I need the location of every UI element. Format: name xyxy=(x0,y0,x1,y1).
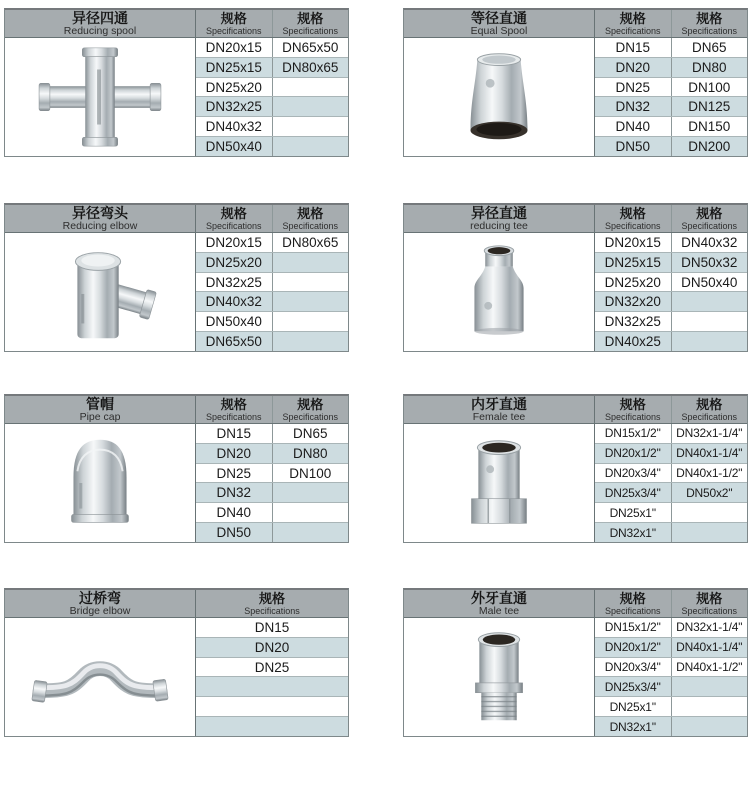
spec-value: DN50x40 xyxy=(681,274,738,290)
product-photo-pipe-cap xyxy=(5,424,196,542)
spec-column-header xyxy=(595,205,672,232)
spec-row xyxy=(196,424,348,444)
spec-header-cn: 规格 xyxy=(220,396,247,412)
spec-value: DN80 xyxy=(691,59,727,75)
spec-value: DN50 xyxy=(196,523,273,542)
spec-value xyxy=(273,483,349,502)
spec-value xyxy=(273,78,349,97)
spec-header-cn: 规格 xyxy=(696,590,723,606)
spec-value: DN65 xyxy=(691,39,727,55)
spec-value xyxy=(672,312,748,331)
spec-header-en: Specifications xyxy=(244,605,300,616)
spec-row xyxy=(196,483,348,503)
spec-header-cn: 规格 xyxy=(297,10,324,26)
spec-value: DN80x65 xyxy=(282,234,339,250)
section-header xyxy=(5,10,348,38)
spec-value xyxy=(273,137,349,156)
spec-row xyxy=(196,137,348,156)
spec-header-en: Specifications xyxy=(681,411,738,422)
spec-value: DN15 xyxy=(196,424,273,443)
product-title xyxy=(404,10,595,37)
spec-header-en: Specifications xyxy=(604,220,661,231)
spec-header-cn: 规格 xyxy=(619,396,646,412)
spec-value xyxy=(273,503,349,522)
spec-header-en: Specifications xyxy=(604,605,661,616)
spec-column-header xyxy=(273,10,349,37)
spec-value: DN50 xyxy=(595,137,672,156)
spec-value: DN40x32 xyxy=(196,292,273,311)
spec-value: DN40 xyxy=(595,117,672,136)
section-reducing-elbow xyxy=(4,203,349,352)
spec-row xyxy=(196,697,348,717)
spec-value: DN25x3/4'' xyxy=(595,483,672,502)
female-coupling-image xyxy=(424,426,574,540)
product-photo-equal-spool xyxy=(404,38,595,156)
spec-header-en: Specifications xyxy=(282,220,339,231)
spec-column-header xyxy=(672,10,748,37)
spec-value: DN32 xyxy=(196,483,273,502)
spec-value xyxy=(672,717,748,736)
spec-row xyxy=(196,312,348,332)
spec-column-header xyxy=(196,590,348,617)
spec-column-header xyxy=(196,396,273,423)
product-title xyxy=(404,396,595,423)
spec-value: DN20x15 xyxy=(595,233,672,252)
spec-column-header xyxy=(595,590,672,617)
spec-value: DN25x3/4'' xyxy=(595,677,672,696)
spec-value: DN40x1-1/4'' xyxy=(676,446,743,461)
spec-row xyxy=(595,483,747,503)
spec-row xyxy=(196,444,348,464)
spec-value: DN20x3/4'' xyxy=(595,464,672,483)
spec-row xyxy=(196,638,348,658)
product-photo-male-tee xyxy=(404,618,595,736)
spec-value: DN25x1'' xyxy=(595,697,672,716)
spec-row xyxy=(196,78,348,98)
spec-value: DN20x15 xyxy=(196,38,273,57)
section-header xyxy=(5,205,348,233)
male-coupling-image xyxy=(424,620,574,734)
spec-column-header xyxy=(672,590,748,617)
spec-row xyxy=(595,312,747,332)
spec-row xyxy=(595,253,747,273)
product-title xyxy=(404,205,595,232)
spec-row xyxy=(196,97,348,117)
section-header xyxy=(404,10,747,38)
spec-row xyxy=(196,618,348,638)
product-photo-reducing-elbow xyxy=(5,233,196,351)
spec-value: DN32x1-1/4'' xyxy=(676,426,743,441)
spec-value: DN40x1-1/4'' xyxy=(676,640,743,655)
spec-row xyxy=(196,677,348,697)
spec-row xyxy=(196,273,348,293)
section-header xyxy=(404,205,747,233)
spec-value: DN32x1-1/4'' xyxy=(676,620,743,635)
spec-value: DN40x32 xyxy=(681,234,738,250)
spec-row xyxy=(595,523,747,542)
product-title-en: Female tee xyxy=(472,410,526,423)
section-header xyxy=(404,590,747,618)
spec-row xyxy=(595,677,747,697)
section-equal-spool xyxy=(403,8,748,157)
product-title xyxy=(404,590,595,617)
spec-row xyxy=(595,38,747,58)
spec-value: DN150 xyxy=(688,119,731,135)
section-header xyxy=(5,590,348,618)
spec-header-en: Specifications xyxy=(681,25,738,36)
spec-row xyxy=(196,233,348,253)
pipe-cap-image xyxy=(25,426,175,540)
section-reducing-tee xyxy=(403,203,748,352)
cross-fitting-image xyxy=(25,40,175,154)
spec-value: DN65 xyxy=(292,425,328,441)
spec-value: DN20x1/2'' xyxy=(595,638,672,657)
spec-value: DN20x1/2'' xyxy=(595,444,672,463)
product-title-cn: 异径四通 xyxy=(72,9,128,26)
spec-value xyxy=(273,523,349,542)
spec-column-header xyxy=(595,396,672,423)
spec-value: DN200 xyxy=(688,139,731,155)
spec-row xyxy=(595,273,747,293)
spec-value: DN65x50 xyxy=(196,332,273,351)
spec-value: DN40 xyxy=(196,503,273,522)
spec-value: DN15x1/2'' xyxy=(595,424,672,443)
elbow-fitting-image xyxy=(25,235,175,349)
spec-value: DN80 xyxy=(292,445,328,461)
spec-row xyxy=(595,618,747,638)
spec-row xyxy=(196,58,348,78)
spec-row xyxy=(196,658,348,678)
product-title-cn: 过桥弯 xyxy=(79,589,121,606)
spec-row xyxy=(595,233,747,253)
spec-row xyxy=(595,697,747,717)
spec-row xyxy=(595,444,747,464)
product-title-en: Male tee xyxy=(478,604,520,617)
spec-value xyxy=(672,332,748,351)
section-pipe-cap xyxy=(4,394,349,543)
spec-header-en: Specifications xyxy=(205,220,262,231)
spec-header-en: Specifications xyxy=(282,411,339,422)
spec-value: DN40x25 xyxy=(595,332,672,351)
spec-value: DN32x1'' xyxy=(595,717,672,736)
spec-header-cn: 规格 xyxy=(297,205,324,221)
spec-value xyxy=(672,503,748,522)
spec-value: DN20 xyxy=(196,444,273,463)
spec-header-cn: 规格 xyxy=(696,205,723,221)
spec-value: DN32x20 xyxy=(595,292,672,311)
spec-value: DN125 xyxy=(688,99,731,115)
spec-value: DN40x1-1/2'' xyxy=(676,466,743,481)
section-reducing-spool xyxy=(4,8,349,157)
spec-value: DN40x1-1/2'' xyxy=(676,660,743,675)
coupling-image xyxy=(424,40,574,154)
product-title-cn: 等径直通 xyxy=(471,9,527,26)
spec-value: DN32 xyxy=(595,97,672,116)
spec-row xyxy=(595,658,747,678)
product-title-en: Reducing elbow xyxy=(62,219,138,232)
spec-header-cn: 规格 xyxy=(696,396,723,412)
spec-row xyxy=(595,717,747,736)
spec-header-cn: 规格 xyxy=(619,590,646,606)
spec-header-en: Specifications xyxy=(604,25,661,36)
spec-value: DN25 xyxy=(196,464,273,483)
spec-row xyxy=(196,117,348,137)
spec-row xyxy=(595,117,747,137)
section-header xyxy=(404,396,747,424)
spec-value xyxy=(672,697,748,716)
spec-value: DN40x32 xyxy=(196,117,273,136)
spec-value: DN50x32 xyxy=(681,254,738,270)
spec-value: DN20 xyxy=(254,639,290,655)
spec-value: DN80x65 xyxy=(282,59,339,75)
spec-row xyxy=(595,638,747,658)
spec-value xyxy=(273,273,349,292)
spec-value xyxy=(672,523,748,542)
spec-header-cn: 规格 xyxy=(696,10,723,26)
spec-row xyxy=(196,523,348,542)
spec-header-en: Specifications xyxy=(282,25,339,36)
spec-row xyxy=(196,717,348,736)
spec-value: DN15x1/2'' xyxy=(595,618,672,637)
spec-value xyxy=(273,117,349,136)
spec-value: DN100 xyxy=(688,79,731,95)
spec-header-en: Specifications xyxy=(681,605,738,616)
spec-row xyxy=(196,292,348,312)
product-title-cn: 外牙直通 xyxy=(471,589,527,606)
spec-value: DN32x1'' xyxy=(595,523,672,542)
spec-row xyxy=(595,97,747,117)
spec-header-cn: 规格 xyxy=(619,205,646,221)
spec-row xyxy=(595,503,747,523)
product-title xyxy=(5,205,196,232)
product-title-en: Pipe cap xyxy=(79,410,121,423)
spec-value: DN32x25 xyxy=(196,273,273,292)
spec-value xyxy=(196,717,348,736)
product-photo-reducing-tee xyxy=(404,233,595,351)
spec-row xyxy=(196,503,348,523)
spec-value: DN25x20 xyxy=(595,273,672,292)
product-title xyxy=(5,396,196,423)
product-title xyxy=(5,10,196,37)
spec-column-header xyxy=(273,396,349,423)
product-title-cn: 异径直通 xyxy=(471,204,527,221)
product-photo-reducing-spool xyxy=(5,38,196,156)
spec-value xyxy=(273,253,349,272)
spec-value: DN65x50 xyxy=(282,39,339,55)
spec-column-header xyxy=(672,396,748,423)
spec-value: DN25x15 xyxy=(595,253,672,272)
section-header xyxy=(5,396,348,424)
spec-value xyxy=(273,332,349,351)
spec-value: DN15 xyxy=(595,38,672,57)
spec-value: DN20x15 xyxy=(196,233,273,252)
spec-header-cn: 规格 xyxy=(220,205,247,221)
spec-row xyxy=(595,78,747,98)
spec-value: DN32x25 xyxy=(196,97,273,116)
spec-row xyxy=(196,253,348,273)
product-title xyxy=(5,590,196,617)
spec-column-header xyxy=(273,205,349,232)
spec-value: DN20x3/4'' xyxy=(595,658,672,677)
spec-value: DN25x15 xyxy=(196,58,273,77)
section-bridge-elbow xyxy=(4,588,349,737)
spec-column-header xyxy=(595,10,672,37)
spec-header-cn: 规格 xyxy=(220,10,247,26)
spec-header-cn: 规格 xyxy=(619,10,646,26)
product-title-cn: 内牙直通 xyxy=(471,395,527,412)
spec-column-header xyxy=(196,10,273,37)
spec-column-header xyxy=(672,205,748,232)
spec-value xyxy=(273,312,349,331)
section-female-tee xyxy=(403,394,748,543)
spec-value: DN50x2'' xyxy=(686,485,733,500)
spec-row xyxy=(196,332,348,351)
product-photo-bridge-elbow xyxy=(5,618,196,736)
product-title-cn: 管帽 xyxy=(86,395,114,412)
spec-value: DN25 xyxy=(254,659,290,675)
section-male-tee xyxy=(403,588,748,737)
spec-row xyxy=(196,464,348,484)
product-title-en: reducing tee xyxy=(470,219,528,232)
spec-value xyxy=(196,697,348,716)
spec-row xyxy=(595,58,747,78)
spec-value: DN15 xyxy=(254,619,290,635)
spec-value: DN25x20 xyxy=(196,78,273,97)
spec-row xyxy=(595,292,747,312)
spec-column-header xyxy=(196,205,273,232)
spec-value xyxy=(672,292,748,311)
spec-value: DN50x40 xyxy=(196,312,273,331)
spec-header-cn: 规格 xyxy=(258,590,285,606)
spec-header-en: Specifications xyxy=(604,411,661,422)
spec-header-cn: 规格 xyxy=(297,396,324,412)
spec-value xyxy=(672,677,748,696)
spec-value: DN32x25 xyxy=(595,312,672,331)
spec-value: DN100 xyxy=(289,465,332,481)
spec-value: DN50x40 xyxy=(196,137,273,156)
spec-row xyxy=(595,424,747,444)
spec-row xyxy=(595,137,747,156)
product-title-en: Reducing spool xyxy=(63,24,137,37)
spec-value: DN25 xyxy=(595,78,672,97)
product-title-cn: 异径弯头 xyxy=(72,204,128,221)
product-photo-female-tee xyxy=(404,424,595,542)
spec-value xyxy=(196,677,348,696)
product-title-en: Equal Spool xyxy=(470,24,528,37)
bridge-pipe-image xyxy=(20,620,180,734)
spec-row xyxy=(595,332,747,351)
spec-value xyxy=(273,97,349,116)
spec-value: DN25x1'' xyxy=(595,503,672,522)
product-title-en: Bridge elbow xyxy=(69,604,131,617)
spec-row xyxy=(595,464,747,484)
spec-row xyxy=(196,38,348,58)
spec-value: DN25x20 xyxy=(196,253,273,272)
spec-header-en: Specifications xyxy=(205,411,262,422)
spec-value: DN20 xyxy=(595,58,672,77)
spec-value xyxy=(273,292,349,311)
reducer-fitting-image xyxy=(424,235,574,349)
spec-header-en: Specifications xyxy=(205,25,262,36)
spec-header-en: Specifications xyxy=(681,220,738,231)
